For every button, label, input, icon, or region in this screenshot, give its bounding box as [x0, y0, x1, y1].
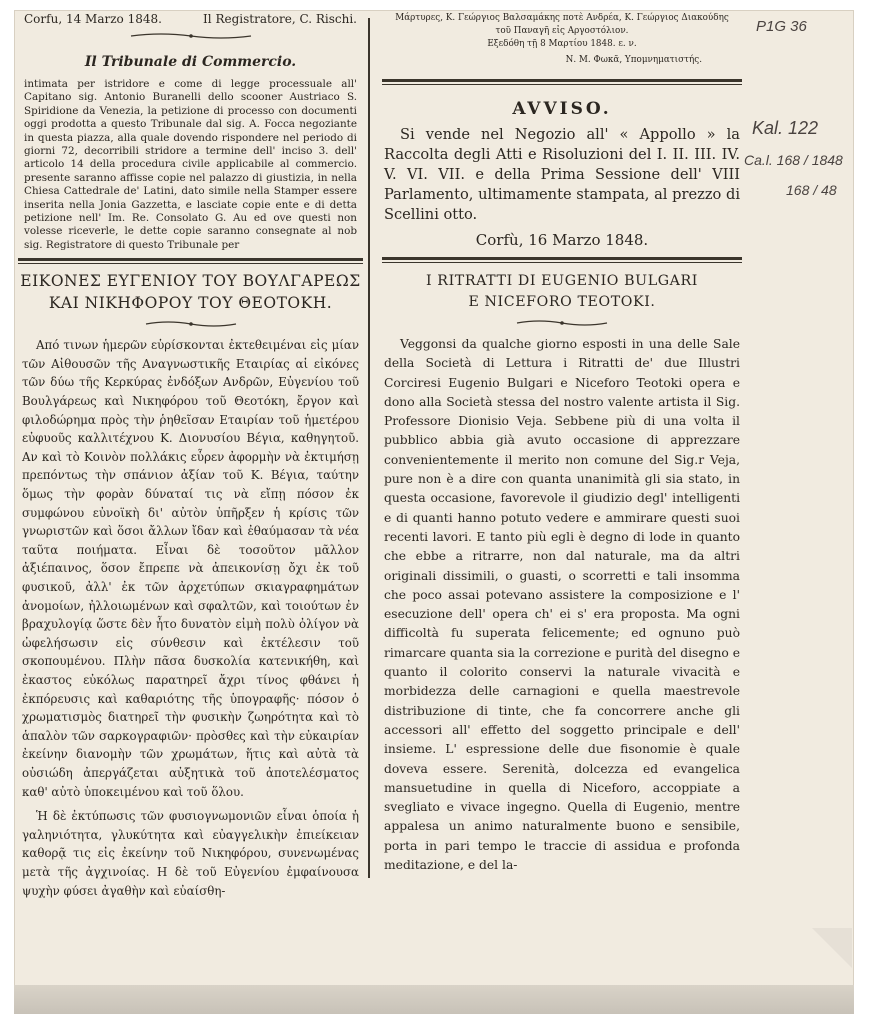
ritratti-heading-line-1: I RITRATTI DI EUGENIO BULGARI [425, 273, 699, 289]
pencil-note-line-1: Kal. 122 [752, 118, 819, 138]
section-rule-right-1 [382, 79, 742, 85]
tribunale-notice: intimata per istridore e come di legge processuale all' Capitano sig. Antonio Buranelli dello scooner Austriaco S. Spiridione da Venezia, la petizione di processo con documenti oggi prodotta a questo Tribunale dal sig. A. Focca negoziante in questa piazza, alla quale dovendo rispondere nel periodo di giorni 72, decorribili stridore a termine dell' inciso 3. dell' articolo 14 della procedura civile applicabile al commercio. presente saranno affisse copie nel palazzo di giustizia, in nella Chiesa Cattedrale de' Latini, dato simile nella Stamper essere inserita nella Jonia Gazzetta, e lasciate copie ente e di detta petizione nell' Im. Re. Consolato G. Au ed ove questi non volesse riceverle, le dette copie saranno consegnate al nob sig. Registratore di questo Tribunale per [24, 78, 357, 251]
greek-heading-line-1: ΕΙΚΟΝΕΣ ΕΥΓΕΝΙΟΥ ΤΟΥ ΒΟΥΛΓΑΡΕΩΣ [20, 272, 361, 291]
greek-article [22, 336, 359, 900]
avviso-text: Si vende nel Negozio all' « Appollo » la Raccolta degli Atti e Risoluzioni del I. II. III. IV. V. VI. VII. e della Prima Sessione dell' VIII Parlamento, ultimamente stampata, al prezzo di Scellini otto. [384, 126, 740, 223]
ornament-divider-greek [18, 320, 363, 328]
ritratti-heading-line-2: E NICEFORO TEOTOKI. [468, 294, 656, 310]
registrar-signature: Il Registratore, C. Rischi. [203, 12, 357, 26]
publication-info [390, 12, 734, 51]
left-top-line [18, 12, 363, 26]
ornament-divider-ritratti [382, 319, 742, 327]
place-date: Corfu, 14 Marzo 1848. [24, 12, 162, 26]
pencil-note-line-3: 168 / 48 [786, 182, 837, 198]
ornament-divider [18, 32, 363, 40]
left-column [18, 12, 363, 898]
scan-shadow [14, 985, 854, 1014]
tribunale-heading: Il Tribunale di Commercio. [84, 54, 297, 70]
greek-heading [18, 270, 363, 314]
avviso-heading: AVVISO. [512, 99, 612, 119]
avviso-date: Corfù, 16 Marzo 1848. [475, 231, 649, 249]
witnesses-line: Μάρτυρες, Κ. Γεώργιος Βαλσαμάκης ποτὲ Ανδρέα, Κ. Γεώργιος Διακούδης τοῦ Παναγῆ εἰς Αργοστόλιον. [395, 13, 729, 36]
section-rule [18, 258, 363, 264]
right-column [382, 12, 742, 892]
column-divider [368, 18, 370, 878]
publication-signature: Ν. Μ. Φωκᾶ, Υπομνηματιστής. [565, 55, 702, 65]
greek-paragraph-2: Ἡ δὲ ἐκτύπωσις τῶν φυσιογνωμονιῶν εἶναι ὁποία ἡ γαληνιότητα, γλυκύτητα καὶ εὐαγγελικὴν ἐπιείκειαν καθορᾷ τις εἰς ἐκείνην τοῦ Νικηφόρου, συνενωμένας μετὰ τῆς ἀγχινοίας. Η δὲ τοῦ Εὐγενίου ἐμφαίνουσα ψυχὴν φύσει ἀγαθὴν καὶ εὐαίσθη- [22, 809, 359, 898]
greek-paragraph-1: Από τινων ἡμερῶν εὑρίσκονται ἐκτεθειμέναι εἰς μίαν τῶν Αἰθουσῶν τῆς Αναγνωστικῆς Εταιρίας αἱ εἰκόνες τῶν δύω τῆς Κερκύρας ἐνδόξων Ανδρῶν, Εὐγενίου τοῦ Βουλγάρεως καὶ Νικηφόρου τοῦ Θεοτόκη, ἔργον καὶ φιλοδώρημα πρὸς τὴν ῥηθεῖσαν Εταιρίαν τοῦ ἡμετέρου εὐφυοῦς καλλιτέχνου Κ. Διονυσίου Βέγια, καθηγητοῦ. Αν καὶ τὸ Κοινὸν πολλάκις εὗρεν ἀφορμὴν νὰ ἐκτιμήσῃ πρεπόντως τὴν σπάνιον ἀξίαν τοῦ Κ. Βέγια, ταύτην ὅμως τὴν φορὰν δύναταί τις νὰ εἴπῃ πόσον ἐκ συμφώνου εὐνοϊκὴ δι' αὐτὸν ὑπῆρξεν ἡ κρίσις τῶν γνωριστῶν καὶ ὅσοι ἄλλων ἴδαν καὶ ἐθαύμασαν τὰ νέα ταῦτα ποιήματα. Εἶναι δὲ τοσοῦτον μᾶλλον ἀξιέπαινος, ὅσον ἔπρεπε νὰ ἀπεικονίσῃ ὄχι ἐκ τοῦ φυσικοῦ, ἀλλ' ἐκ τῶν ἀρχετύπων σκιαγραφημάτων ἀνομοίων, ἠλλοιωμένων καὶ σφαλτῶν, καὶ τοιούτων ἐν βραχυλογίᾳ ὥστε δὲν ἦτο δυνατὸν εἰμὴ πολὺ ὀλίγον νὰ ὠφελήσωσιν εἰς σύνθεσιν καὶ ἐκτέλεσιν τοῦ σκοπουμένου. Πλὴν πᾶσα δυσκολία κατενικήθη, καὶ ἐκαστος εὐκόλως παρατηρεῖ ἄχρι τίνος φθάνει ἡ ἐκπόρευσις καὶ καθαριότης τῆς ὑπογραφῆς· πόσον ὁ χρωματισμὸς διατηρεῖ τὴν φυσικὴν ζωηρότητα καὶ τὸ ἁπαλὸν τῶν σαρκογραφιῶν· πρὸσθες καὶ τὴν εὐκαιρίαν ἐκείνην διανομὴν τῶν χρωμάτων, ἥτις καὶ αὐτὰ τὰ οὐσιώδη ἀπεργάζεται αὐξητικὰ τοῦ ἀποτελέσματος καθ' αὐτὸ ὑποκειμένου καὶ τοῦ ὅλου. [22, 338, 359, 799]
section-rule-right-2 [382, 257, 742, 263]
paper-corner-fold [812, 928, 852, 968]
ritratti-article: Veggonsi da qualche giorno esposti in una delle Sale della Società di Lettura i Ritratti de' due Illustri Corciresi Eugenio Bulgari e Niceforo Teotoki opera e dono alla Società stessa del nostro valente artista il Sig. Professore Dionisio Veja. Sebbene più di una volta il pubblico abbia già avuto occasione di apprezzare convenientemente il merito non comune del Sig.r Veja, pure non è a dire con quanta unanimità gli sia stato, in questa occasione, favorevole il giudizio degl' intelligenti e di quanti hanno potuto vedere e ammirare questi suoi recenti lavori. E tanto più egli è degno di lode in quanto che ebbe a ritrarre, non dal naturale, ma da altri originali dissimili, o guasti, o scorretti e tali insomma che poco assai potevano assistere la composizione e l' esecuzione dell' opera ch' ei s' era proposta. Ma ogni difficoltà fu superata felicemente; ed ognuno può rimarcare quanta sia la correzione e purità del disegno e quanto il colorito conservi la naturale vivacità e morbidezza delle carnagioni e quella maestrevole distribuzione di tinte, che fa concorrere anche gli accessori all' effetto del soggetto principale e dell' insieme. L' espressione delle due fisonomie è quale doveva essere. Serenità, dolcezza ed evangelica mansuetudine in quella di Niceforo, accoppiate a svegliato e vivace ingegno. Quella di Eugenio, mentre appalesa un animo naturalmente buono e sensibile, porta in pari tempo le traccie di assidua e profonda meditazione, e del la- [384, 337, 740, 873]
greek-heading-line-2: ΚΑΙ ΝΙΚΗΦΟΡΟΥ ΤΟΥ ΘΕΟΤΟΚΗ. [48, 294, 333, 313]
pencil-note-top: P1G 36 [756, 18, 807, 35]
pencil-note-line-2: Ca.l. 168 / 1848 [744, 152, 843, 168]
issued-line: Εξεδόθη τῇ 8 Μαρτίου 1848. ε. ν. [487, 39, 637, 49]
ritratti-heading [382, 271, 742, 313]
